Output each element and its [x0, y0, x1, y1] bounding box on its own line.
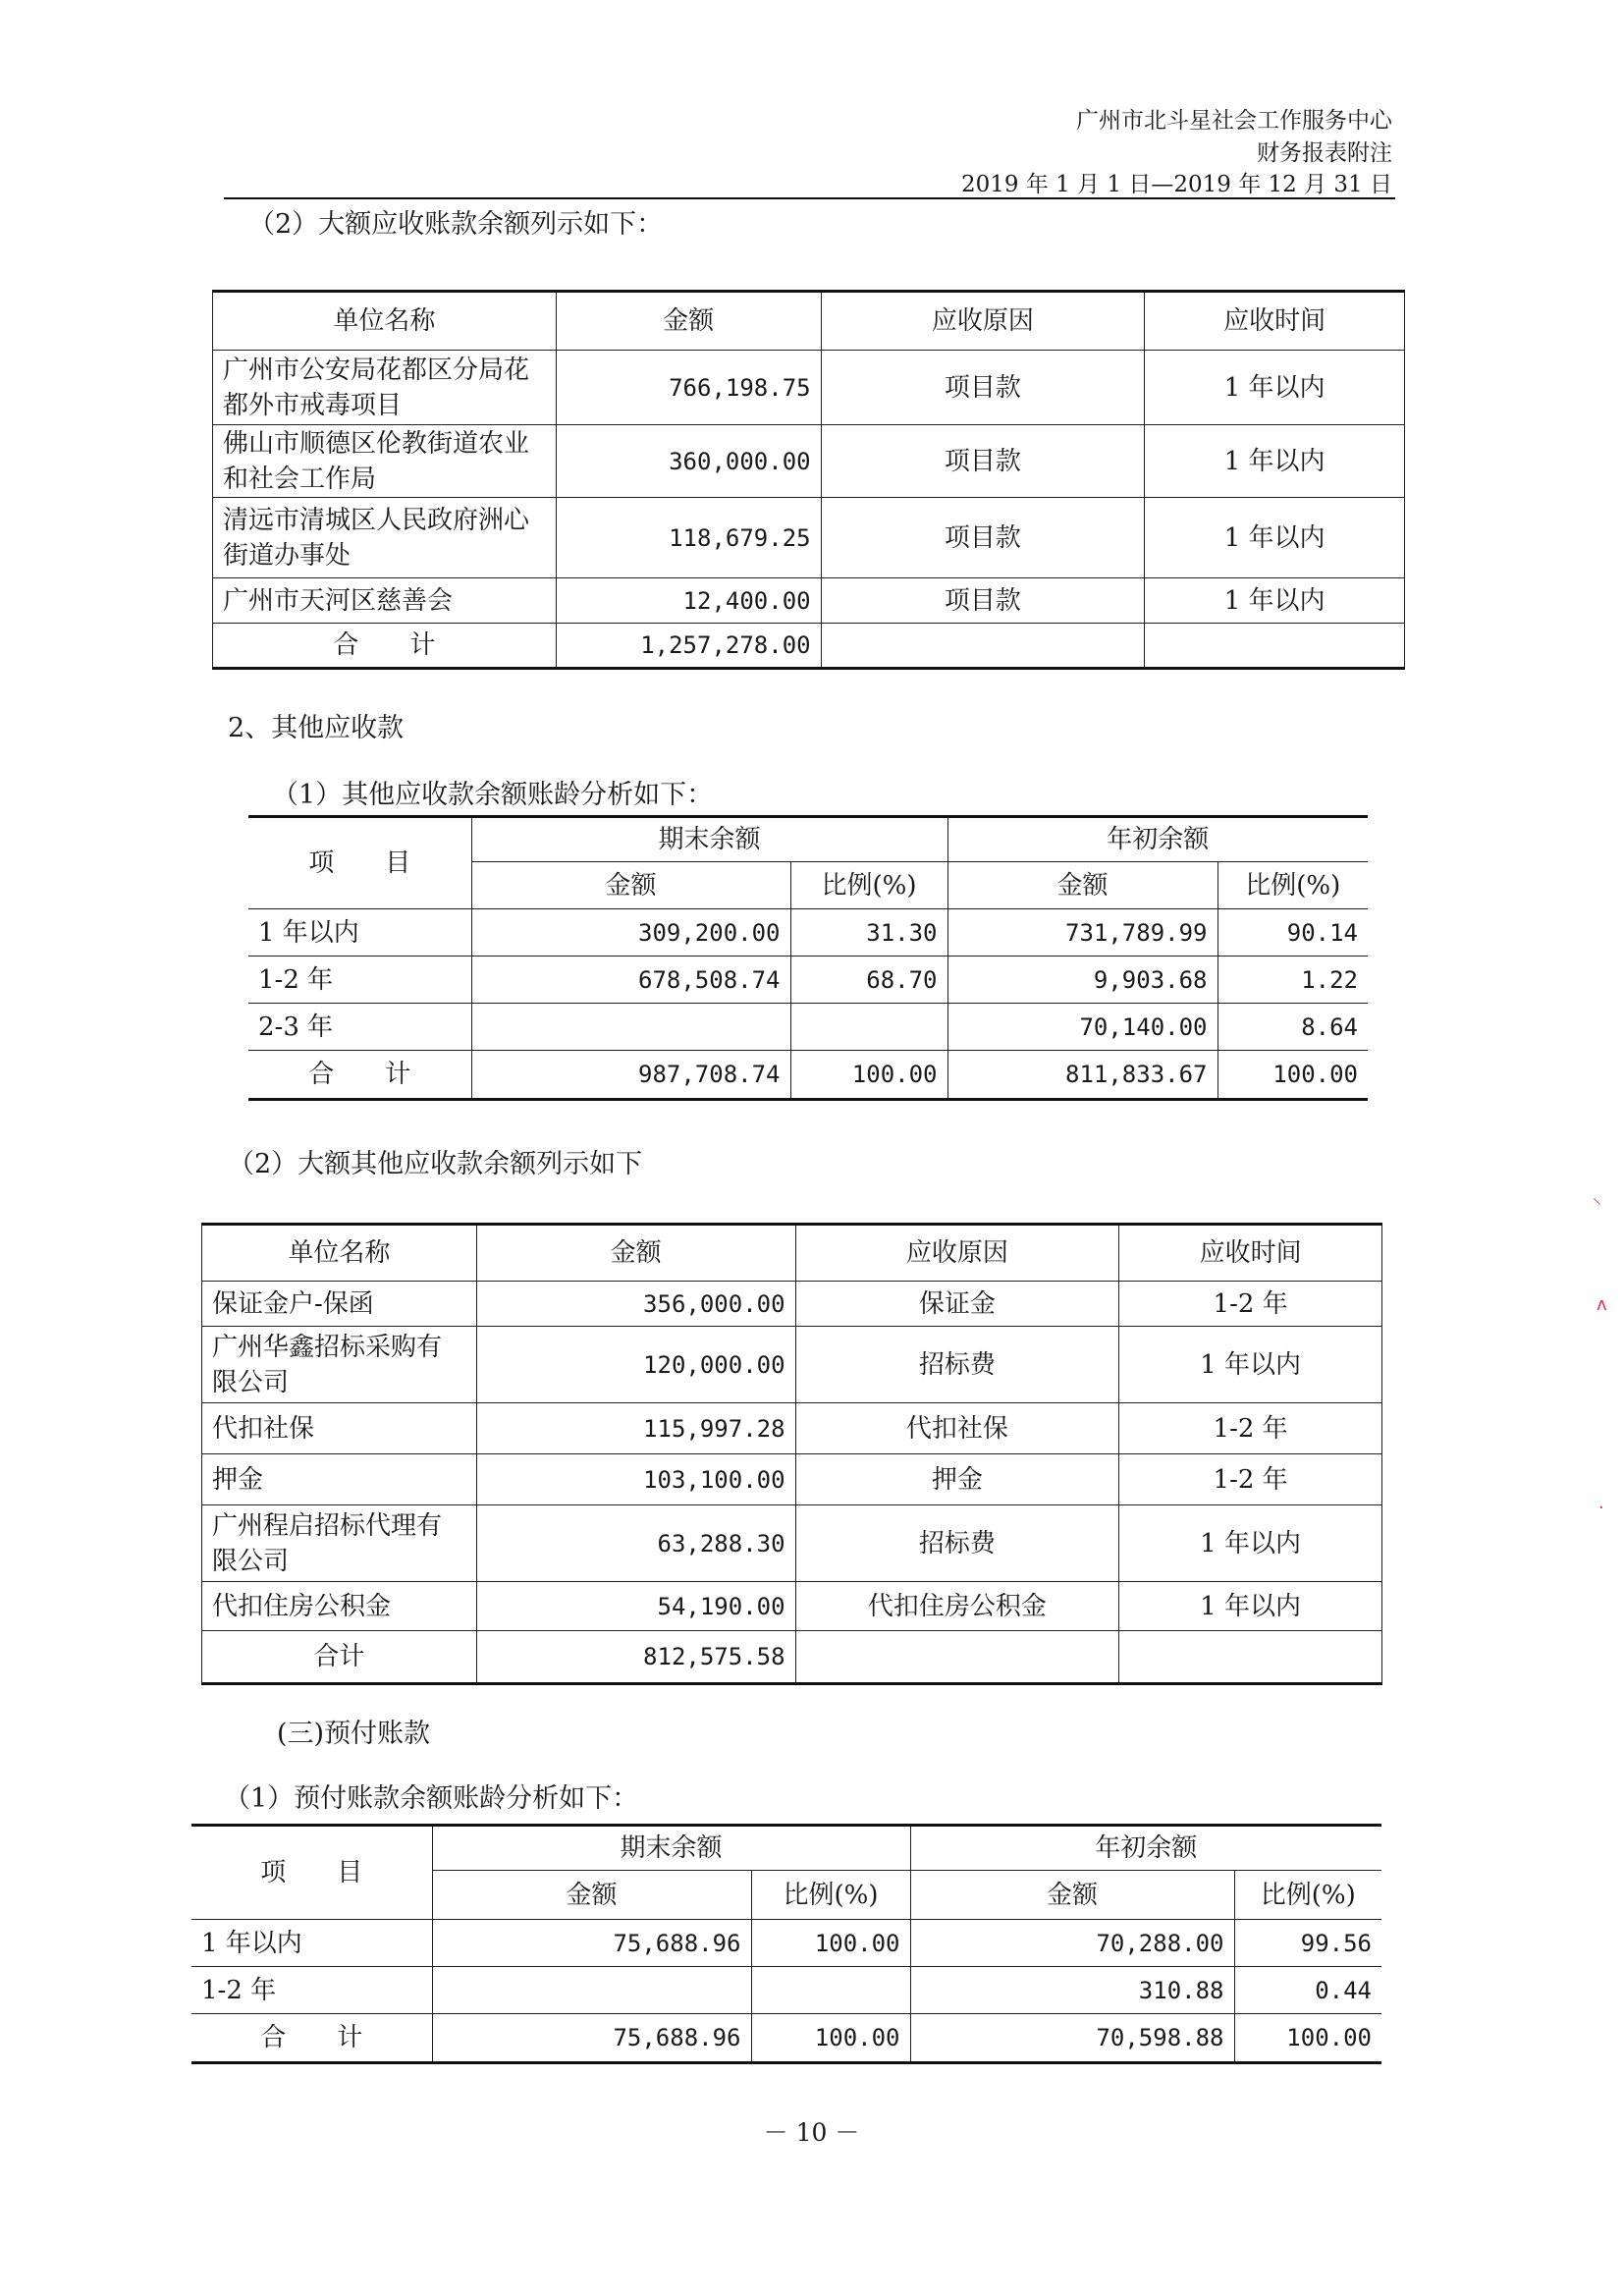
- total-end-ratio: 100.00: [751, 2014, 910, 2063]
- header-period: 2019 年 1 月 1 日—2019 年 12 月 31 日: [961, 172, 1392, 197]
- reason: 押金: [795, 1454, 1119, 1505]
- end-amount: 678,508.74: [471, 957, 790, 1004]
- ar-large-table: [212, 290, 1405, 670]
- begin-amount: 9,903.68: [947, 957, 1217, 1004]
- prepay-aging-title: （1）预付账款余额账龄分析如下：: [224, 1783, 639, 1814]
- total-label: 合 计: [248, 1051, 471, 1100]
- begin-ratio: 0.44: [1234, 1967, 1381, 2014]
- empty-cell: [821, 624, 1145, 669]
- amount-header: 金额: [432, 1871, 751, 1920]
- begin-balance-header: 年初余额: [947, 817, 1368, 862]
- end-ratio: 100.00: [751, 1920, 910, 1967]
- aging-item: 1-2 年: [248, 957, 471, 1004]
- empty-cell: [1119, 1631, 1382, 1684]
- unit-name: 广州华鑫招标采购有限公司: [202, 1327, 477, 1403]
- end-balance-header: 期末余额: [432, 1826, 910, 1871]
- reason: 项目款: [821, 351, 1145, 425]
- amount-header: 金额: [910, 1871, 1234, 1920]
- table-row: [202, 1582, 1382, 1631]
- total-label: 合计: [202, 1631, 477, 1684]
- ratio-header: 比例(%): [790, 862, 947, 909]
- total-row: [191, 2014, 1381, 2063]
- amount: 54,190.00: [476, 1582, 795, 1631]
- end-ratio: [790, 1004, 947, 1051]
- amount: 360,000.00: [556, 425, 821, 498]
- amount: 103,100.00: [476, 1454, 795, 1505]
- unit-name: 广州市天河区慈善会: [213, 578, 557, 624]
- time: 1-2 年: [1119, 1282, 1382, 1327]
- total-row: [248, 1051, 1368, 1100]
- table-row: [213, 425, 1405, 498]
- begin-ratio: 8.64: [1217, 1004, 1368, 1051]
- col-header: 应收原因: [821, 292, 1145, 351]
- table-header-row: [202, 1225, 1382, 1282]
- end-balance-header: 期末余额: [471, 817, 947, 862]
- table-row: [248, 1004, 1368, 1051]
- time: 1-2 年: [1119, 1403, 1382, 1454]
- stamp-mark: ⸌: [1593, 1195, 1601, 1216]
- aging-item: 2-3 年: [248, 1004, 471, 1051]
- total-amount: 812,575.58: [476, 1631, 795, 1684]
- begin-balance-header: 年初余额: [910, 1826, 1381, 1871]
- amount: 12,400.00: [556, 578, 821, 624]
- end-amount: [432, 1967, 751, 2014]
- reason: 代扣住房公积金: [795, 1582, 1119, 1631]
- time: 1 年以内: [1119, 1582, 1382, 1631]
- total-begin-amount: 70,598.88: [910, 2014, 1234, 2063]
- aging-item: 1 年以内: [191, 1920, 432, 1967]
- empty-cell: [1145, 624, 1405, 669]
- table-row: [248, 909, 1368, 957]
- aging-item: 1-2 年: [191, 1967, 432, 2014]
- other-large-title: （2）大额其他应收款余额列示如下: [228, 1149, 643, 1179]
- reason: 项目款: [821, 498, 1145, 578]
- table-row: [191, 1967, 1381, 2014]
- aging-item: 1 年以内: [248, 909, 471, 957]
- reason: 招标费: [795, 1505, 1119, 1582]
- end-amount: [471, 1004, 790, 1051]
- total-label: 合 计: [191, 2014, 432, 2063]
- time: 1 年以内: [1145, 425, 1405, 498]
- begin-ratio: 90.14: [1217, 909, 1368, 957]
- ratio-header: 比例(%): [751, 1871, 910, 1920]
- other-large-table: [201, 1223, 1382, 1685]
- table-row: [202, 1403, 1382, 1454]
- table-header-row: [213, 292, 1405, 351]
- unit-name: 代扣社保: [202, 1403, 477, 1454]
- begin-ratio: 1.22: [1217, 957, 1368, 1004]
- total-begin-amount: 811,833.67: [947, 1051, 1217, 1100]
- end-ratio: 31.30: [790, 909, 947, 957]
- section-3-title: (三)预付账款: [277, 1719, 431, 1749]
- amount: 120,000.00: [476, 1327, 795, 1403]
- begin-amount: 310.88: [910, 1967, 1234, 2014]
- item-header: 项 目: [191, 1826, 432, 1920]
- begin-ratio: 99.56: [1234, 1920, 1381, 1967]
- reason: 招标费: [795, 1327, 1119, 1403]
- time: 1 年以内: [1145, 351, 1405, 425]
- amount: 356,000.00: [476, 1282, 795, 1327]
- col-header: 应收时间: [1145, 292, 1405, 351]
- table-row: [191, 1920, 1381, 1967]
- header-org: 广州市北斗星社会工作服务中心: [1076, 108, 1392, 134]
- total-begin-ratio: 100.00: [1234, 2014, 1381, 2063]
- item-header: 项 目: [248, 817, 471, 909]
- prepay-aging-table: [191, 1824, 1381, 2064]
- table-header-row: [191, 1826, 1381, 1871]
- time: 1 年以内: [1119, 1327, 1382, 1403]
- end-amount: 75,688.96: [432, 1920, 751, 1967]
- other-aging-table: [248, 815, 1368, 1101]
- reason: 项目款: [821, 578, 1145, 624]
- begin-amount: 70,140.00: [947, 1004, 1217, 1051]
- col-header: 应收时间: [1119, 1225, 1382, 1282]
- total-row: [202, 1631, 1382, 1684]
- amount-header: 金额: [947, 862, 1217, 909]
- reason: 保证金: [795, 1282, 1119, 1327]
- col-header: 应收原因: [795, 1225, 1119, 1282]
- ratio-header: 比例(%): [1217, 862, 1368, 909]
- total-label: 合 计: [213, 624, 557, 669]
- time: 1-2 年: [1119, 1454, 1382, 1505]
- table-row: [213, 498, 1405, 578]
- col-header: 单位名称: [213, 292, 557, 351]
- end-ratio: [751, 1967, 910, 2014]
- unit-name: 广州程启招标代理有限公司: [202, 1505, 477, 1582]
- table-row: [202, 1282, 1382, 1327]
- stamp-mark: ·: [1598, 1498, 1604, 1518]
- page-number: － 10 －: [763, 2118, 860, 2147]
- total-begin-ratio: 100.00: [1217, 1051, 1368, 1100]
- unit-name: 保证金户-保函: [202, 1282, 477, 1327]
- col-header: 单位名称: [202, 1225, 477, 1282]
- end-ratio: 68.70: [790, 957, 947, 1004]
- amount: 118,679.25: [556, 498, 821, 578]
- col-header: 金额: [556, 292, 821, 351]
- amount: 115,997.28: [476, 1403, 795, 1454]
- time: 1 年以内: [1145, 498, 1405, 578]
- unit-name: 清远市清城区人民政府洲心街道办事处: [213, 498, 557, 578]
- begin-amount: 731,789.99: [947, 909, 1217, 957]
- section-2-title: 2、其他应收款: [228, 713, 405, 743]
- time: 1 年以内: [1119, 1505, 1382, 1582]
- stamp-mark: ʌ: [1596, 1294, 1607, 1315]
- total-end-amount: 987,708.74: [471, 1051, 790, 1100]
- empty-cell: [795, 1631, 1119, 1684]
- amount-header: 金额: [471, 862, 790, 909]
- total-row: [213, 624, 1405, 669]
- table-row: [213, 351, 1405, 425]
- header-doc-title: 财务报表附注: [1257, 140, 1392, 166]
- amount: 766,198.75: [556, 351, 821, 425]
- amount: 63,288.30: [476, 1505, 795, 1582]
- begin-amount: 70,288.00: [910, 1920, 1234, 1967]
- unit-name: 代扣住房公积金: [202, 1582, 477, 1631]
- ar-large-title: （2）大额应收账款余额列示如下：: [248, 209, 664, 240]
- unit-name: 押金: [202, 1454, 477, 1505]
- col-header: 金额: [476, 1225, 795, 1282]
- ratio-header: 比例(%): [1234, 1871, 1381, 1920]
- header-rule: [224, 197, 1395, 199]
- table-header-row: [248, 817, 1368, 862]
- total-end-amount: 75,688.96: [432, 2014, 751, 2063]
- end-amount: 309,200.00: [471, 909, 790, 957]
- reason: 代扣社保: [795, 1403, 1119, 1454]
- reason: 项目款: [821, 425, 1145, 498]
- unit-name: 广州市公安局花都区分局花都外市戒毒项目: [213, 351, 557, 425]
- table-row: [202, 1505, 1382, 1582]
- table-row: [202, 1327, 1382, 1403]
- unit-name: 佛山市顺德区伦教街道农业和社会工作局: [213, 425, 557, 498]
- total-end-ratio: 100.00: [790, 1051, 947, 1100]
- table-row: [248, 957, 1368, 1004]
- total-amount: 1,257,278.00: [556, 624, 821, 669]
- table-row: [213, 578, 1405, 624]
- time: 1 年以内: [1145, 578, 1405, 624]
- other-aging-title: （1）其他应收款余额账龄分析如下：: [272, 780, 714, 810]
- table-row: [202, 1454, 1382, 1505]
